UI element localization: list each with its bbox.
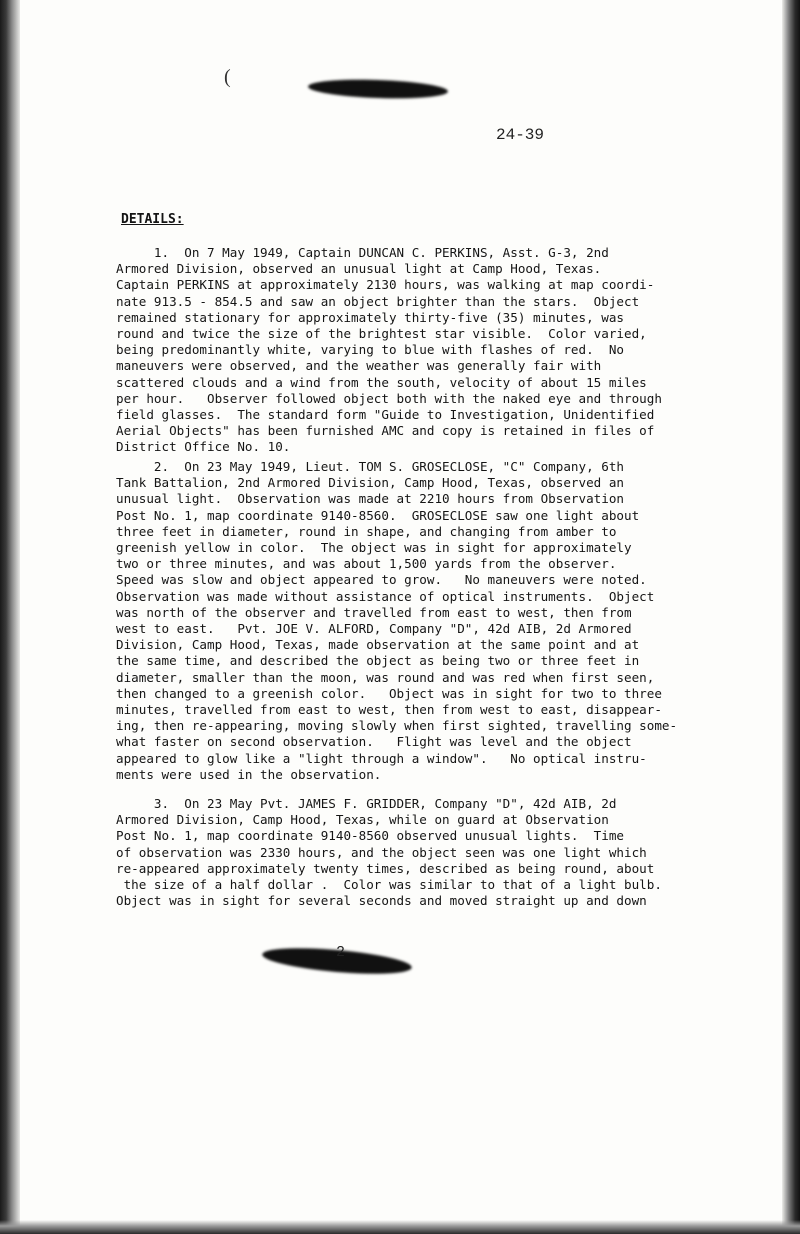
section-heading: DETAILS: [121,212,184,227]
text-line: maneuvers were observed, and the weather was generally fair with [116,358,602,374]
text-line: three feet in diameter, round in shape, and changing from amber to [116,523,617,539]
paragraph-2 [116,459,678,783]
text-line: the same time, and described the object as being two or three feet in [116,653,640,669]
text-line: of observation was 2330 hours, and the object seen was one light which [116,844,647,860]
text-line: what faster on second observation. Flight was level and the object [116,734,632,750]
text-line: re-appeared approximately twenty times, described as being round, about [116,860,655,876]
scan-edge-bottom [0,1220,800,1234]
text-line: nate 913.5 - 854.5 and saw an object brighter than the stars. Object [116,293,640,309]
text-line: west to east. Pvt. JOE V. ALFORD, Company "D", 42d AIB, 2d Armored [116,621,632,637]
text-line: the size of a half dollar . Color was similar to that of a light bulb. [116,877,662,893]
text-line: District Office No. 10. [116,439,291,455]
text-line: minutes, travelled from east to west, then from west to east, disappear- [116,702,662,718]
text-line: remained stationary for approximately thirty-five (35) minutes, was [116,309,624,325]
text-line: then changed to a greenish color. Object was in sight for two to three [116,685,662,701]
text-line: being predominantly white, varying to blue with flashes of red. No [116,342,624,358]
paragraph-1 [116,245,662,456]
text-line: Division, Camp Hood, Texas, made observation at the same point and at [116,637,640,653]
text-line: 2. On 23 May 1949, Lieut. TOM S. GROSECLOSE, "C" Company, 6th [116,459,624,474]
text-line: was north of the observer and travelled from east to west, then from [116,604,632,620]
text-line: diameter, smaller than the moon, was round and was red when first seen, [116,669,655,685]
scan-edge-right [782,0,800,1234]
text-line: ments were used in the observation. [116,766,382,782]
text-line: per hour. Observer followed object both with the naked eye and through [116,390,662,406]
text-line: Armored Division, Camp Hood, Texas, while on guard at Observation [116,812,609,828]
scan-edge-left [0,0,20,1234]
text-line: 1. On 7 May 1949, Captain DUNCAN C. PERKINS, Asst. G-3, 2nd [116,245,609,260]
text-line: round and twice the size of the brightest star visible. Color varied, [116,326,647,342]
text-line: 3. On 23 May Pvt. JAMES F. GRIDDER, Company "D", 42d AIB, 2d [116,796,617,811]
text-line: Captain PERKINS at approximately 2130 hours, was walking at map coordi- [116,277,655,293]
text-line: Post No. 1, map coordinate 9140-8560 observed unusual lights. Time [116,828,624,844]
document-code: 24-39 [496,126,545,144]
text-line: ing, then re-appearing, moving slowly when first sighted, travelling some- [116,718,678,734]
text-line: scattered clouds and a wind from the south, velocity of about 15 miles [116,374,647,390]
text-line: Armored Division, observed an unusual light at Camp Hood, Texas. [116,261,602,277]
text-line: Aerial Objects" has been furnished AMC and copy is retained in files of [116,423,655,439]
text-line: greenish yellow in color. The object was in sight for approximately [116,540,632,556]
text-line: Post No. 1, map coordinate 9140-8560. GROSECLOSE saw one light about [116,507,640,523]
paragraph-3 [116,796,662,909]
text-line: Speed was slow and object appeared to grow. No maneuvers were noted. [116,572,647,588]
text-line: field glasses. The standard form "Guide to Investigation, Unidentified [116,407,655,423]
text-line: Tank Battalion, 2nd Armored Division, Camp Hood, Texas, observed an [116,475,624,491]
punch-hole-smudge-top [308,78,449,101]
text-line: two or three minutes, and was about 1,500 yards from the observer. [116,556,617,572]
stray-mark: ( [224,66,231,88]
text-line: appeared to glow like a "light through a window". No optical instru- [116,750,647,766]
text-line: Object was in sight for several seconds and moved straight up and down [116,893,647,909]
text-line: Observation was made without assistance of optical instruments. Object [116,588,655,604]
page-number: 2 [336,944,346,961]
text-line: unusual light. Observation was made at 2210 hours from Observation [116,491,624,507]
